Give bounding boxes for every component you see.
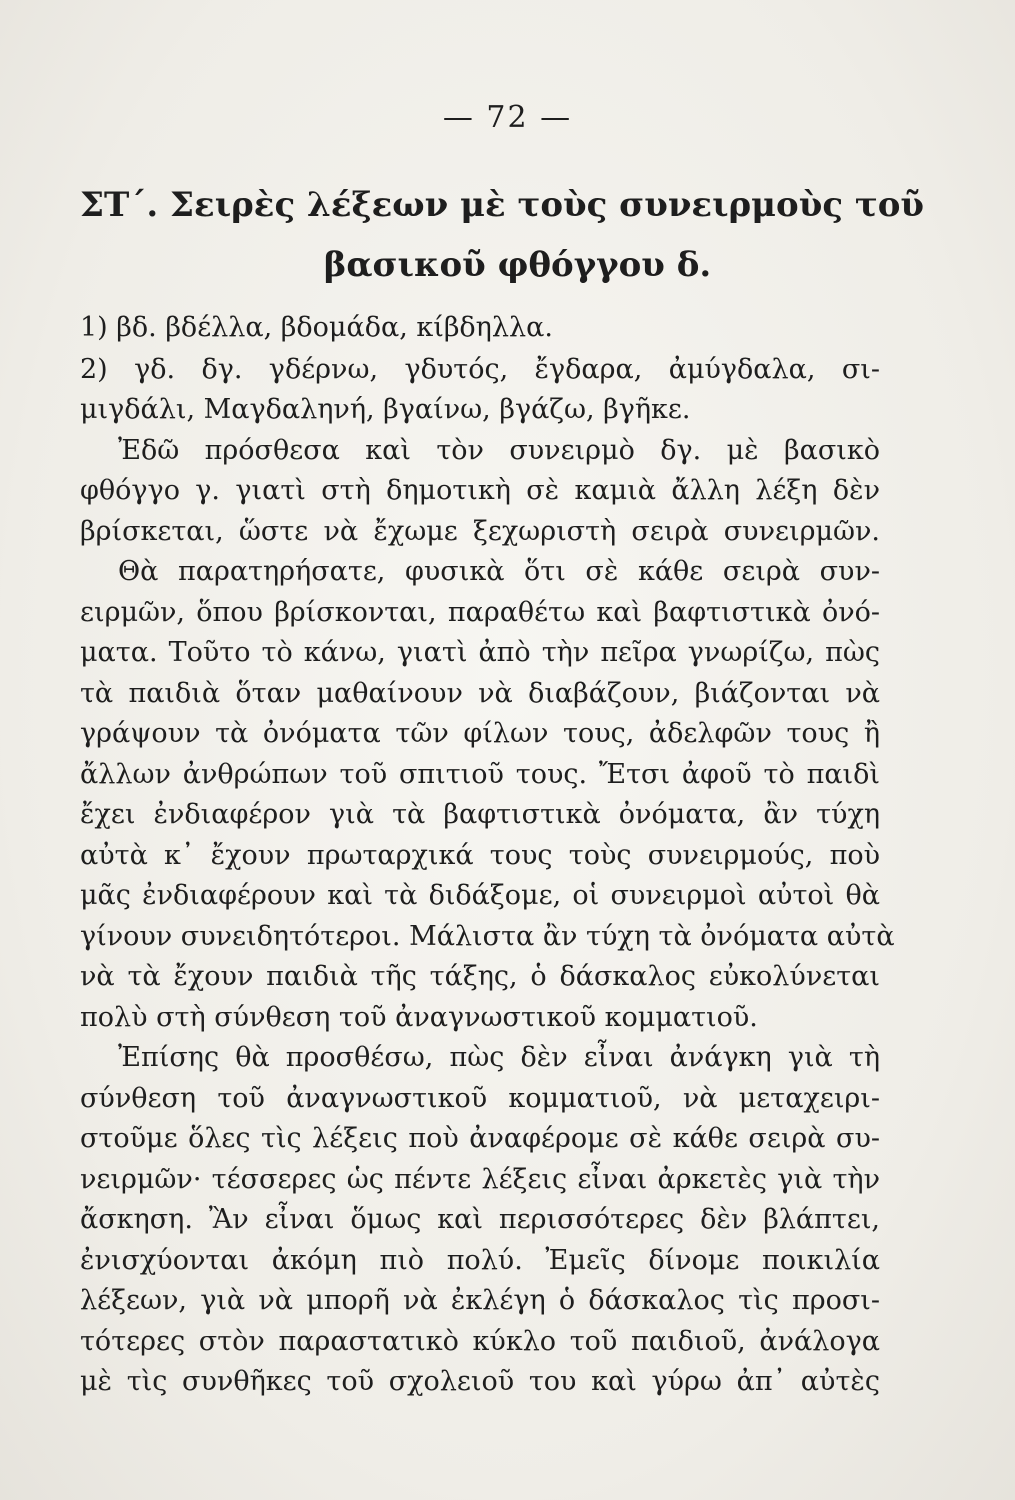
text-line-16: γίνουν συνειδητότεροι. Μάλιστα ἂν τύχη τὰ ὀνόματα αὐτὰ [80, 921, 895, 952]
text-line-24: ἐνισχύονται ἀκόμη πιὸ πολύ. Ἐμεῖς δίνομε ποικιλία [80, 1245, 880, 1276]
text-line-23: ἄσκηση. Ἂν εἶναι ὅμως καὶ περισσότερες δὲν βλάπτει, [80, 1204, 880, 1235]
text-line-6: βρίσκεται, ὥστε νὰ ἔχωμε ξεχωριστὴ σειρὰ συνειρμῶν. [80, 516, 880, 547]
text-line-21: στοῦμε ὅλες τὶς λέξεις ποὺ ἀναφέρομε σὲ κάθε σειρὰ συ- [80, 1123, 880, 1154]
text-line-9: ματα. Τοῦτο τὸ κάνω, γιατὶ ἀπὸ τὴν πεῖρα γνωρίζω, πὼς [80, 637, 880, 668]
text-line-15: μᾶς ἐνδιαφέρουν καὶ τὰ διδάξομε, οἱ συνειρμοὶ αὐτοὶ θὰ [80, 880, 880, 911]
page-number: — 72 — [442, 100, 573, 135]
section-title-line-1: ΣΤ΄. Σειρὲς λέξεων μὲ τοὺς συνειρμοὺς τοῦ [80, 185, 925, 225]
text-line-7: Θὰ παρατηρήσατε, φυσικὰ ὅτι σὲ κάθε σειρὰ συν- [118, 556, 880, 587]
text-line-17: νὰ τὰ ἔχουν παιδιὰ τῆς τάξης, ὁ δάσκαλος εὐκολύνεται [80, 961, 880, 992]
text-line-11: γράψουν τὰ ὀνόματα τῶν φίλων τους, ἀδελφῶν τους ἢ [80, 718, 880, 749]
text-line-18: πολὺ στὴ σύνθεση τοῦ ἀναγνωστικοῦ κομματιοῦ. [80, 1002, 758, 1033]
text-line-5: φθόγγο γ. γιατὶ στὴ δημοτικὴ σὲ καμιὰ ἄλλη λέξη δὲν [80, 475, 880, 506]
text-line-2: 2) γδ. δγ. γδέρνω, γδυτός, ἔγδαρα, ἀμύγδαλα, σι- [80, 354, 880, 385]
text-line-10: τὰ παιδιὰ ὅταν μαθαίνουν νὰ διαβάζουν, βιάζονται νὰ [80, 678, 880, 709]
text-line-12: ἄλλων ἀνθρώπων τοῦ σπιτιοῦ τους. Ἔτσι ἀφοῦ τὸ παιδὶ [80, 759, 880, 790]
text-line-1: 1) βδ. βδέλλα, βδομάδα, κίβδηλλα. [80, 312, 553, 343]
text-line-13: ἔχει ἐνδιαφέρον γιὰ τὰ βαφτιστικὰ ὀνόματα, ἂν τύχη [80, 799, 880, 830]
section-title-line-2: βασικοῦ φθόγγου δ. [323, 245, 712, 285]
text-line-25: λέξεων, γιὰ νὰ μπορῆ νὰ ἐκλέγη ὁ δάσκαλος τὶς προσι- [80, 1285, 880, 1316]
text-line-26: τότερες στὸν παραστατικὸ κύκλο τοῦ παιδιοῦ, ἀνάλογα [80, 1326, 880, 1357]
text-line-14: αὐτὰ κ᾿ ἔχουν πρωταρχικά τους τοὺς συνειρμούς, ποὺ [80, 840, 880, 871]
text-line-20: σύνθεση τοῦ ἀναγνωστικοῦ κομματιοῦ, νὰ μεταχειρι- [80, 1083, 880, 1114]
text-line-27: μὲ τὶς συνθῆκες τοῦ σχολειοῦ του καὶ γύρω ἀπ᾿ αὐτὲς [80, 1366, 880, 1397]
text-line-3: μιγδάλι, Μαγδαληνή, βγαίνω, βγάζω, βγῆκε. [80, 394, 691, 425]
text-line-22: νειρμῶν· τέσσερες ὡς πέντε λέξεις εἶναι ἀρκετὲς γιὰ τὴν [80, 1164, 880, 1195]
text-line-4: Ἐδῶ πρόσθεσα καὶ τὸν συνειρμὸ δγ. μὲ βασικὸ [118, 435, 880, 466]
text-line-19: Ἐπίσης θὰ προσθέσω, πὼς δὲν εἶναι ἀνάγκη γιὰ τὴ [118, 1042, 880, 1073]
text-line-8: ειρμῶν, ὅπου βρίσκονται, παραθέτω καὶ βαφτιστικὰ ὀνό- [80, 597, 880, 628]
